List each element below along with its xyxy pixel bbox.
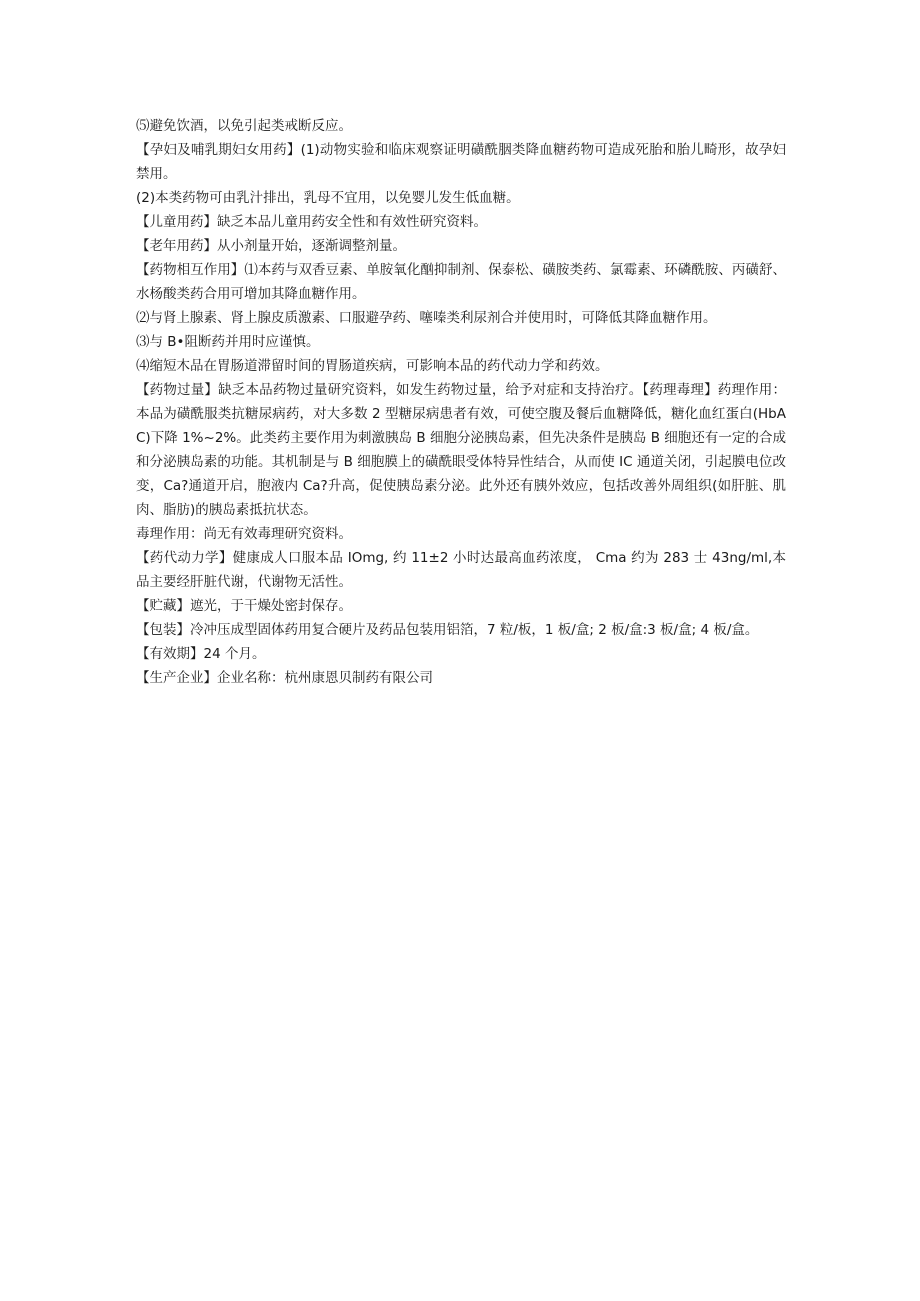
paragraph-interaction-2: ⑵与肾上腺素、肾上腺皮质激素、口服避孕药、噻嗪类利尿剂合并使用时，可降低其降血糖作用。	[136, 310, 717, 326]
paragraph-interaction-4: ⑷缩短木品在胃肠道滞留时间的胃肠道疾病，可影响本品的药代动力学和药效。	[136, 358, 609, 374]
paragraph-toxicology: 毒理作用：尚无有效毒理研究资料。	[136, 526, 352, 542]
paragraph-pharmacokinetics: 【药代动力学】健康成人口服本品 IOmg, 约 11±2 小时达最高血药浓度， Cma 约为 283 士 43ng∕ml,本品主要经肝脏代谢，代谢物无活性。	[136, 550, 786, 590]
paragraph-pregnancy-lactation: 【孕妇及哺乳期妇女用药】(1)动物实验和临床观察证明磺酰胭类降血糖药物可造成死胎和胎儿畸形，故孕妇禁用。	[136, 142, 786, 182]
paragraph-packaging: 【包装】冷冲压成型固体药用复合硬片及药品包装用铝箔，7 粒/板，1 板/盒; 2 板/盒:3 板/盒; 4 板/盒。	[136, 622, 759, 638]
paragraph-manufacturer: 【生产企业】企业名称：杭州康恩贝制药有限公司	[136, 670, 433, 686]
paragraph-pediatric-use: 【儿童用药】缺乏本品儿童用药安全性和有效性研究资料。	[136, 214, 487, 230]
paragraph-geriatric-use: 【老年用药】从小剂量开始，逐渐调整剂量。	[136, 238, 406, 254]
paragraph-interaction-3: ⑶与 B•阻断药并用时应谨慎。	[136, 334, 320, 350]
paragraph-breastfeeding: (2)本类药物可由乳汁排出，乳母不宜用，以免婴儿发生低血糖。	[136, 190, 520, 206]
paragraph-avoid-alcohol: ⑸避免饮酒，以免引起类戒断反应。	[136, 118, 352, 134]
paragraph-drug-interactions: 【药物相互作用】⑴本药与双香豆素、单胺氧化酗抑制剂、保泰松、磺胺类药、氯霉素、环磷酰胺、丙磺舒、水杨酸类药合用可增加其降血糖作用。	[136, 262, 786, 302]
paragraph-overdose-pharmacology: 【药物过量】缺乏本品药物过量研究资料，如发生药物过量，给予对症和支持治疗。【药理毒理】药理作用：本品为磺酰服类抗糖尿病药，对大多数 2 型糖尿病患者有效，可使空腹及餐后血糖降低，糖化血红蛋白(HbAC)下降 1%~2%。此类药主要作用为刺激胰岛 B 细胞分泌胰岛素，但先决条件是胰岛 B 细胞还有一定的合成和分泌胰岛素的功能。其机制是与 B 细胞膜上的磺酰眼受体特异性结合，从而使 IC 通道关闭，引起膜电位改变，Ca?通道开启，胞液内 Ca?升高，促使胰岛素分泌。此外还有胰外效应，包括改善外周组织(如肝脏、肌肉、脂肪)的胰岛素抵抗状态。	[136, 382, 786, 518]
document-body	[136, 114, 786, 690]
paragraph-shelf-life: 【有效期】24 个月。	[136, 646, 266, 662]
paragraph-storage: 【贮藏】遮光，于干燥处密封保存。	[136, 598, 352, 614]
